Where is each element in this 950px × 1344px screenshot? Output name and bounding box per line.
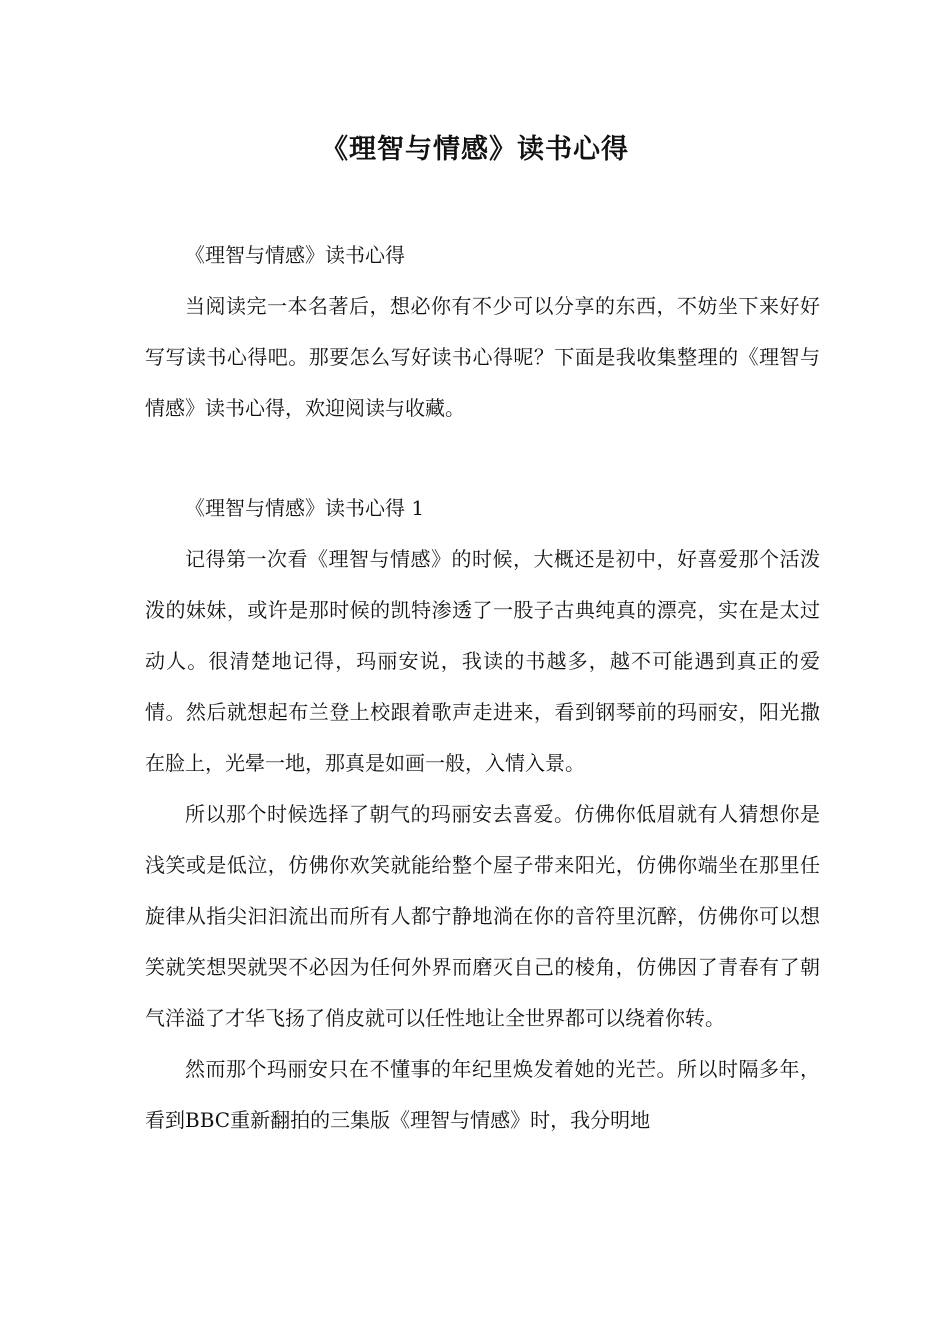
body-paragraph: 所以那个时候选择了朝气的玛丽安去喜爱。仿佛你低眉就有人猜想你是浅笑或是低泣，仿佛你欢笑就能给整个屋子带来阳光，仿佛你端坐在那里任旋律从指尖汩汩流出而所有人都宁静地淌在你的音符里沉醉，仿佛你可以想笑就笑想哭就哭不必因为任何外界而磨灭自己的棱角，仿佛因了青春有了朝气洋溢了才华飞扬了俏皮就可以任性地让全世界都可以绕着你转。 xyxy=(145,802,820,1030)
body-paragraph: 记得第一次看《理智与情感》的时候，大概还是初中，好喜爱那个活泼泼的妹妹，或许是那时候的凯特渗透了一股子古典纯真的漂亮，实在是太过动人。很清楚地记得，玛丽安说，我读的书越多，越不可能遇到真正的爱情。然后就想起布兰登上校跟着歌声走进来，看到钢琴前的玛丽安，阳光撒在脸上，光晕一地，那真是如画一般，入情入景。 xyxy=(145,547,820,775)
section-heading-1: 《理智与情感》读书心得 1 xyxy=(185,496,425,520)
section-heading-intro: 《理智与情感》读书心得 xyxy=(185,243,405,267)
paragraph-gap xyxy=(145,434,820,483)
intro-paragraph: 当阅读完一本名著后，想必你有不少可以分享的东西，不妨坐下来好好写写读书心得吧。那要怎么写好读书心得呢？下面是我收集整理的《理智与情感》读书心得，欢迎阅读与收藏。 xyxy=(145,294,820,420)
body-paragraph: 然而那个玛丽安只在不懂事的年纪里焕发着她的光芒。所以时隔多年，看到BBC重新翻拍的三集版《理智与情感》时，我分明地 xyxy=(145,1057,820,1132)
document-title: 《理智与情感》读书心得 xyxy=(321,134,629,165)
document-body xyxy=(145,230,820,1146)
